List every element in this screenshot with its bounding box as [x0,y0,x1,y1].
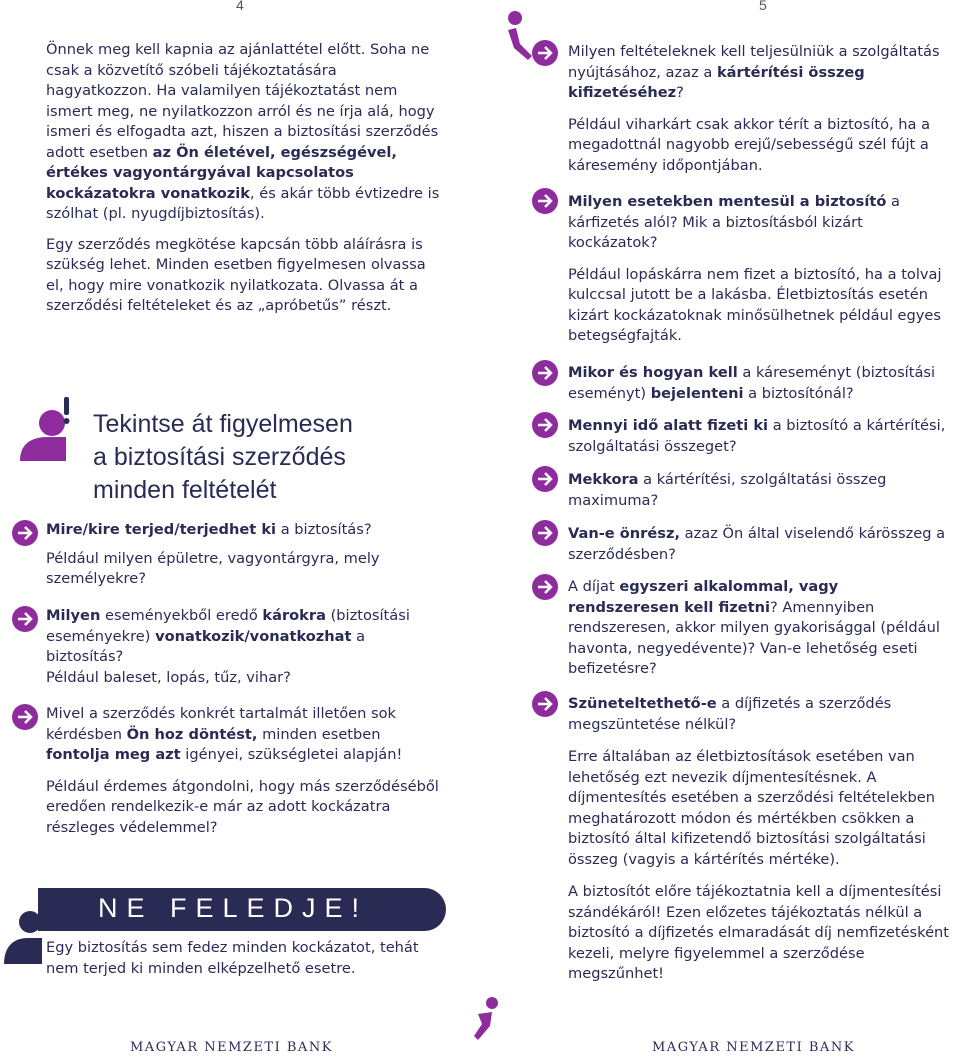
paragraph [46,606,441,668]
text-run: minden esetben [257,725,381,743]
text-run: ? Amennyiben rendszeresen, akkor milyen gyakorisággal (például havonta, negyedévente)? Van-e lehetőség eseti befizetésre? [568,598,940,677]
page-number: 4 [236,0,244,13]
arrow-right-icon [12,520,38,546]
paragraph [568,416,952,457]
question-block [568,363,952,404]
text-run: Erre általában az életbiztosítások esetében van lehetőség ezt nevezik díjmentesítésnek. A díjmentesítés esetében a szerződési feltételekben meghatározott módon és mértékben csökken a biztosító által kifizetendő biztosítási szolgáltatási összeg (vagyis a kártérítés mértéke). [568,748,936,868]
question-block [46,520,441,590]
text-run: Például lopáskárra nem fizet a biztosító, ha a tolvaj kulccsal jutott be a lakásba. Életbiztosítás esetén kizárt kockázatoknak minősülhetnek például egyes betegségfajták. [568,265,942,344]
bold-text: az Ön életével, egészségével, értékes vagyontárgyával kapcsolatos kockázatokra vonatkozik [46,143,397,202]
text-run: igényei, szükségletei alapján! [180,746,403,763]
arrow-right-icon [532,466,558,492]
paragraph [568,363,952,404]
paragraph [568,470,952,511]
text-run: Önnek meg kell kapnia az ajánlattétel előtt. Soha ne csak a közvetítő szóbeli tájékoztatására hagyatkozzon. Ha valamilyen tájékoztatást nem ismert meg, ne nyilatkozzon arról és ne írja alá, hogy ismeri és elfogadta azt, hiszen a biztosítási szerződés adott esetben [46,41,439,161]
bold-text: károkra [262,607,326,624]
paragraph [568,882,952,985]
paragraph [46,520,441,541]
text-run: Mivel a szerződés konkrét tartalmát illetően sok kérdésben [46,705,396,743]
text-run: Például milyen épületre, vagyontárgyra, mely személyekre? [46,549,380,587]
footer-brand: MAGYAR NEMZETI BANK [130,1040,333,1055]
page-number: 5 [759,0,767,13]
running-person-icon [468,996,504,1046]
bold-text: Milyen [46,607,101,624]
text-run: Egy biztosítás sem fedez minden kockázatot, tehát nem terjed ki minden elképzelhető esetre. [46,939,419,977]
bold-text: kártérítési összeg kifizetéséhez [568,63,865,101]
question-block [568,416,952,457]
paragraph [46,668,441,689]
paragraph [46,235,446,317]
bold-text: Szüneteltethető-e [568,695,717,712]
paragraph [568,265,952,347]
person-icon [2,908,46,966]
bold-text: bejelenteni [650,384,744,402]
arrow-right-icon [532,574,558,600]
arrow-right-icon [12,606,38,632]
arrow-right-icon [532,188,558,214]
text-run: a biztosítás? [276,521,372,538]
text-run: (biztosítási eseményekre) [46,607,410,645]
bold-text: Mire/kire terjed/terjedhet ki [46,521,277,538]
bold-text: Ön hoz döntést, [126,725,258,743]
question-block [46,704,441,838]
arrow-right-icon [532,360,558,386]
arrow-right-icon [532,40,558,66]
question-block [46,606,441,688]
text-run: a kárfizetés alól? Mik a biztosításból kizárt kockázatok? [568,193,900,251]
paragraph [568,747,952,870]
question-block [568,524,952,565]
bold-text: Mennyi idő alatt fizeti ki [568,417,769,434]
paragraph [46,549,441,590]
section-heading [93,408,353,507]
bold-text: vonatkozik/vonatkozhat [155,627,352,645]
question-block [568,470,952,511]
arrow-right-icon [12,704,38,730]
text-run: a biztosítás? [46,627,366,665]
paragraph [46,938,446,979]
paragraph [568,192,952,254]
text-run: Például baleset, lopás, tűz, vihar? [46,668,291,686]
page-right [480,0,960,1060]
bold-text: Milyen esetekben mentesül a biztosító [568,193,887,210]
arrow-right-icon [532,691,558,717]
footer-brand: MAGYAR NEMZETI BANK [652,1040,855,1055]
text-run: Milyen feltételeknek kell teljesülniük a szolgáltatás nyújtásához, azaz a [568,43,940,81]
text-run: , és akár több évtizedre is szólhat (pl. nyugdíjbiztosítás). [46,184,440,222]
bold-text: Mikor és hogyan kell [568,364,738,381]
text-run: eseményekből eredő [100,607,263,624]
text-run: ? [676,84,684,101]
bold-text: Van-e önrész, [568,525,681,542]
arrow-right-icon [532,412,558,438]
reminder-banner [38,888,446,931]
heading-line: minden feltételét [93,476,277,504]
heading-line: Tekintse át figyelmesen [93,410,353,438]
text-run: a díjfizetés a szerződés megszüntetése nélkül? [568,695,892,733]
text-run: Például viharkárt csak akkor térít a biztosító, ha a megadottnál nagyobb erejű/sebességű szél fújt a káresemény időpontjában. [568,115,931,174]
bold-text: egyszeri alkalommal, vagy rendszeresen kell fizetni [568,578,839,616]
question-block [568,577,952,680]
text-run: a kártérítési, szolgáltatási összeg maximuma? [568,471,887,509]
text-run: Például érdemes átgondolni, hogy más szerződéséből eredően rendelkezik-e már az adott kockázatra részleges védelemmel? [46,777,439,836]
paragraph [46,777,441,839]
text-run: A biztosítót előre tájékoztatnia kell a díjmentesítési szándékáról! Ezen előzetes tájékoztatás nélkül a biztosító a díjfizetés elmaradását díj nemfizetésként kezeli, melyre figyelemmel a szerződése megszűnhet! [568,883,950,982]
paragraph [568,577,952,680]
text-run: a káreseményt (biztosítási eseményt) [568,364,936,402]
heading-line: a biztosítási szerződés [93,443,346,471]
paragraph [568,524,952,565]
paragraph [568,42,952,104]
banner-body [46,938,446,979]
question-block [568,192,952,347]
banner-title: NE FELEDJE! [98,893,369,923]
arrow-right-icon [532,520,558,546]
person-exclamation-icon [14,395,82,465]
question-block [568,694,952,985]
paragraph [568,694,952,735]
text-run: a biztosító a kártérítési, szolgáltatási összeget? [568,417,946,455]
paragraph [46,40,446,225]
text-run: a biztosítónál? [743,384,854,402]
text-run: A díjat [568,578,620,595]
paragraph [46,704,441,766]
bold-text: fontolja meg azt [46,746,181,763]
paragraph [568,115,952,177]
intro-text [46,40,446,317]
text-run: azaz Ön által viselendő kárösszeg a szerződésben? [568,525,946,563]
bold-text: Mekkora [568,471,639,488]
question-block [568,42,952,176]
text-run: Egy szerződés megkötése kapcsán több aláírásra is szükség lehet. Minden esetben figyelmesen olvassa el, hogy mire vonatkozik nyilatkozata. Olvassa át a szerződési feltételeket és az „apróbetűs” részt. [46,235,426,314]
